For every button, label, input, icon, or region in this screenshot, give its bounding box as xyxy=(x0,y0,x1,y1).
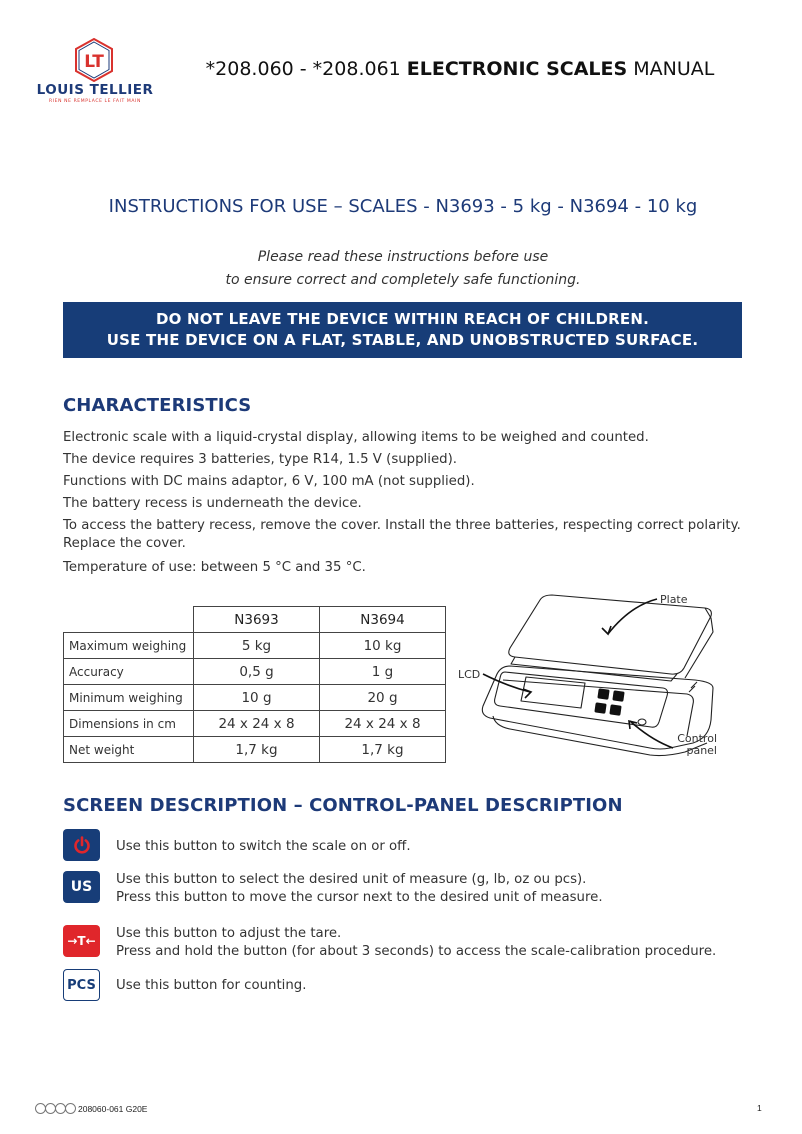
cell-value: 1 g xyxy=(320,659,446,685)
description-line: Press this button to move the cursor next to the desired unit of measure. xyxy=(116,890,603,905)
table-header-row xyxy=(64,607,446,633)
characteristic-line: Temperature of use: between 5 °C and 35 °C. xyxy=(63,560,366,575)
table-row xyxy=(64,659,446,685)
button-description-text xyxy=(116,871,603,907)
scale-diagram xyxy=(455,588,730,766)
characteristics-heading: CHARACTERISTICS xyxy=(63,395,252,416)
description-line: Press and hold the button (for about 3 seconds) to access the scale-calibration procedure. xyxy=(116,944,717,959)
power-icon xyxy=(63,829,100,861)
characteristics-text xyxy=(63,427,743,579)
description-line: Use this button to switch the scale on or off. xyxy=(116,839,411,854)
row-label: Accuracy xyxy=(64,659,194,685)
cell-value: 24 x 24 x 8 xyxy=(320,711,446,737)
button-description-text xyxy=(116,838,411,856)
button-description-text xyxy=(116,977,306,995)
cell-value: 1,7 kg xyxy=(194,737,320,763)
brand-name: LOUIS TELLIER xyxy=(36,82,154,98)
row-label: Minimum weighing xyxy=(64,685,194,711)
button-description-text xyxy=(116,925,716,961)
characteristic-line: To access the battery recess, remove the cover. Install the three batteries, respecting correct polarity. Replace the cover. xyxy=(63,518,741,551)
screen-description-heading: SCREEN DESCRIPTION – CONTROL-PANEL DESCRIPTION xyxy=(63,795,623,816)
characteristic-line: Electronic scale with a liquid-crystal display, allowing items to be weighed and counted. xyxy=(63,430,649,445)
intro-line-1: Please read these instructions before use xyxy=(257,249,549,265)
title-suffix: MANUAL xyxy=(627,58,715,80)
table-row xyxy=(64,737,446,763)
safety-warning-banner xyxy=(63,302,742,358)
cell-value: 10 kg xyxy=(320,633,446,659)
page-number: 1 xyxy=(757,1103,762,1113)
logo-hexagon-icon xyxy=(72,38,116,82)
us-unit-icon: US xyxy=(63,871,100,903)
footer-circles-icon xyxy=(35,1103,75,1114)
description-line: Use this button to adjust the tare. xyxy=(116,926,342,941)
cell-value: 20 g xyxy=(320,685,446,711)
table-row xyxy=(64,633,446,659)
cell-value: 1,7 kg xyxy=(320,737,446,763)
table-row xyxy=(64,711,446,737)
column-header: N3693 xyxy=(194,607,320,633)
characteristic-line: The battery recess is underneath the device. xyxy=(63,496,362,511)
document-code: 208060-061 G20E xyxy=(78,1103,148,1114)
brand-tagline: RIEN NE REMPLACE LE FAIT MAIN xyxy=(49,99,141,104)
description-line: Use this button for counting. xyxy=(116,978,307,993)
cell-value: 0,5 g xyxy=(194,659,320,685)
brand-logo xyxy=(32,38,158,108)
intro-line-2: to ensure correct and completely safe functioning. xyxy=(225,272,581,288)
cell-value: 5 kg xyxy=(194,633,320,659)
specifications-table xyxy=(63,606,446,763)
description-line: Use this button to select the desired unit of measure (g, lb, oz ou pcs). xyxy=(116,872,587,887)
intro-note xyxy=(60,246,746,292)
label-control-panel xyxy=(677,733,717,757)
label-control-line-1: Control xyxy=(677,732,717,745)
document-title xyxy=(200,58,720,80)
characteristic-line: Functions with DC mains adaptor, 6 V, 100 mA (not supplied). xyxy=(63,474,475,489)
label-plate: Plate xyxy=(660,593,688,606)
svg-text:LT: LT xyxy=(84,52,104,72)
instructions-subtitle: INSTRUCTIONS FOR USE – SCALES - N3693 - 5 kg - N3694 - 10 kg xyxy=(108,196,698,217)
row-label: Dimensions in cm xyxy=(64,711,194,737)
warning-line-1: DO NOT LEAVE THE DEVICE WITHIN REACH OF CHILDREN. xyxy=(156,310,649,328)
column-header: N3694 xyxy=(320,607,446,633)
label-control-line-2: panel xyxy=(686,744,717,757)
table-corner xyxy=(64,607,194,633)
row-label: Maximum weighing xyxy=(64,633,194,659)
cell-value: 10 g xyxy=(194,685,320,711)
cell-value: 24 x 24 x 8 xyxy=(194,711,320,737)
pcs-count-icon: PCS xyxy=(63,969,100,1001)
row-label: Net weight xyxy=(64,737,194,763)
tare-icon: →T← xyxy=(63,925,100,957)
label-lcd: LCD xyxy=(458,668,481,681)
table-row xyxy=(64,685,446,711)
title-product: ELECTRONIC SCALES xyxy=(406,58,628,80)
characteristic-line: The device requires 3 batteries, type R14, 1.5 V (supplied). xyxy=(63,452,457,467)
title-model-numbers: *208.060 - *208.061 xyxy=(205,58,407,80)
footer-document-code xyxy=(35,1103,147,1114)
warning-line-2: USE THE DEVICE ON A FLAT, STABLE, AND UNOBSTRUCTED SURFACE. xyxy=(106,331,699,349)
